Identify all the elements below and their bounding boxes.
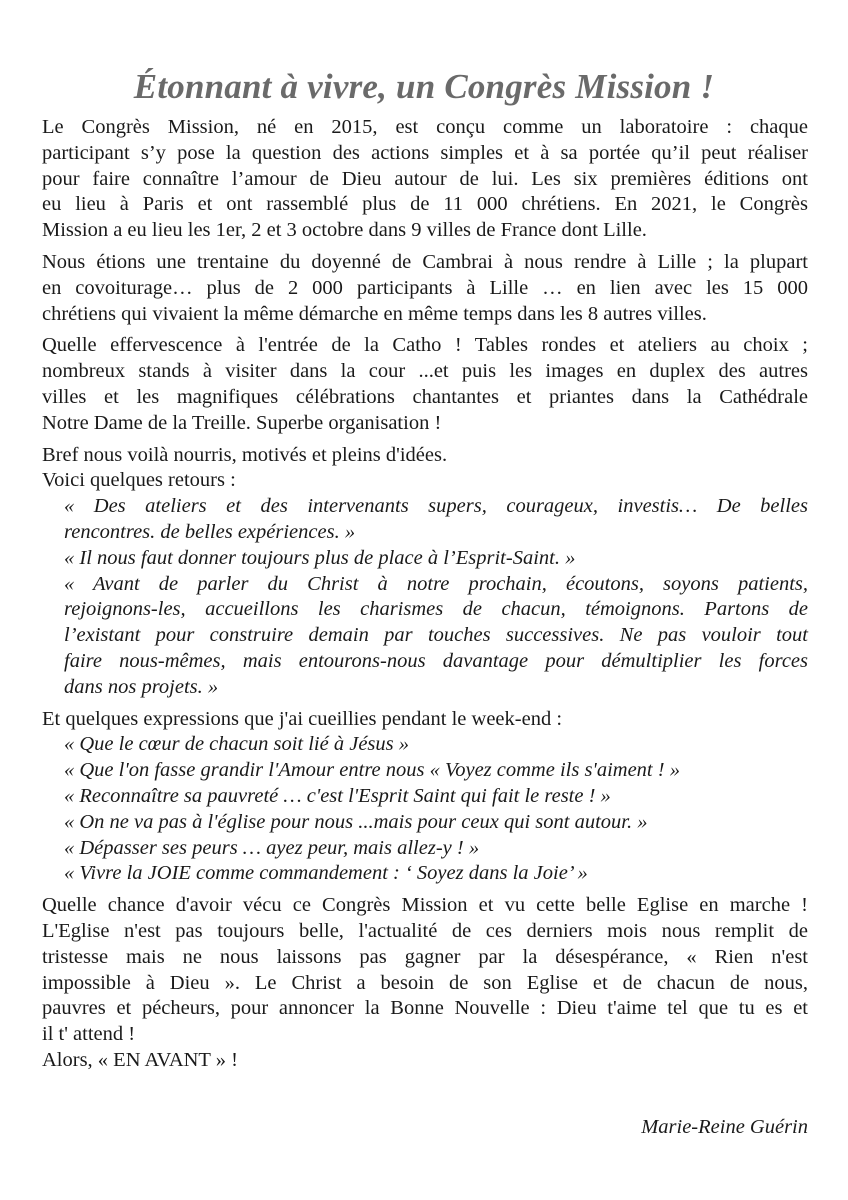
author-signature: Marie-Reine Guérin (641, 1116, 808, 1138)
expression-list (42, 732, 808, 887)
feedback-quote (64, 546, 808, 572)
paragraph-expressions-intro (42, 707, 808, 733)
expression-item: « Que le cœur de chacun soit lié à Jésus » (64, 733, 410, 756)
paragraph-retours (42, 443, 808, 495)
text-line: participant s’y pose la question des actions simples et à sa portée qu’il peut réaliser (42, 141, 808, 164)
quote-line: rencontres. de belles expériences. » (64, 520, 356, 543)
text-line: Notre Dame de la Treille. Superbe organisation ! (42, 411, 442, 434)
expression-item: « Dépasser ses peurs … ayez peur, mais allez-y ! » (64, 836, 480, 859)
text-line: pauvres et pécheurs, pour annoncer la Bonne Nouvelle : Dieu t'aime tel que tu es et (42, 997, 808, 1020)
text-line: Bref nous voilà nourris, motivés et pleins d'idées. (42, 443, 448, 466)
article-body (42, 115, 808, 1074)
quote-line: « Des ateliers et des intervenants supers, courageux, investis… De belles (64, 495, 808, 518)
text-line: en covoiturage… plus de 2 000 participants à Lille … en lien avec les 15 000 (42, 276, 808, 299)
quote-line: dans nos projets. » (64, 675, 219, 698)
quote-line: « Avant de parler du Christ à notre prochain, écoutons, soyons patients, (64, 572, 808, 595)
text-line: Voici quelques retours : (42, 469, 236, 492)
paragraph-intro (42, 115, 808, 244)
page-title: Étonnant à vivre, un Congrès Mission ! (133, 67, 715, 107)
quote-line: rejoignons-les, accueillons les charismes de chacun, témoignons. Partons de (64, 598, 808, 621)
quote-line: l’existant pour construire demain par touches successives. Ne pas vouloir tout (64, 624, 808, 647)
text-line: Et quelques expressions que j'ai cueillies pendant le week-end : (42, 707, 563, 730)
feedback-quote (64, 572, 808, 701)
paragraph-cambrai (42, 250, 808, 327)
closing-line: Alors, « EN AVANT » ! (42, 1048, 238, 1071)
text-line: villes et les magnifiques célébrations chantantes et priantes dans la Cathédrale (42, 385, 808, 408)
text-line: impossible à Dieu ». Le Christ a besoin de son Eglise et de chacun de nous, (42, 971, 808, 994)
expression-item: « Que l'on fasse grandir l'Amour entre nous « Voyez comme ils s'aiment ! » (64, 759, 680, 782)
paragraph-catho (42, 333, 808, 436)
quote-line: « Il nous faut donner toujours plus de place à l’Esprit-Saint. » (64, 546, 576, 569)
text-line: nombreux stands à visiter dans la cour ...et puis les images en duplex des autres (42, 360, 808, 383)
text-line: Quelle effervescence à l'entrée de la Catho ! Tables rondes et ateliers au choix ; (42, 334, 808, 357)
text-line: Mission a eu lieu les 1er, 2 et 3 octobre dans 9 villes de France dont Lille. (42, 219, 647, 242)
feedback-quotes (42, 494, 808, 700)
text-line: tristesse mais ne nous laissons pas gagner par la désespérance, « Rien n'est (42, 945, 808, 968)
paragraph-conclusion (42, 893, 808, 1074)
expression-item: « On ne va pas à l'église pour nous ...mais pour ceux qui sont autour. » (64, 810, 648, 833)
text-line: eu lieu à Paris et ont rassemblé plus de 11 000 chrétiens. En 2021, le Congrès (42, 193, 808, 216)
text-line: Quelle chance d'avoir vécu ce Congrès Mission et vu cette belle Eglise en marche ! (42, 894, 808, 917)
text-line: Nous étions une trentaine du doyenné de Cambrai à nous rendre à Lille ; la plupart (42, 250, 808, 273)
text-line: chrétiens qui vivaient la même démarche en même temps dans les 8 autres villes. (42, 302, 707, 325)
feedback-quote (64, 494, 808, 546)
text-line: Le Congrès Mission, né en 2015, est conçu comme un laboratoire : chaque (42, 116, 808, 138)
text-line: il t' attend ! (42, 1023, 136, 1046)
text-line: L'Eglise n'est pas toujours belle, l'actualité de ces derniers mois nous remplit de (42, 919, 808, 942)
expression-item: « Vivre la JOIE comme commandement : ‘ Soyez dans la Joie’ » (64, 862, 588, 885)
quote-line: faire nous-mêmes, mais entourons-nous davantage pour démultiplier les forces (64, 649, 808, 672)
expression-item: « Reconnaître sa pauvreté … c'est l'Esprit Saint qui fait le reste ! » (64, 784, 611, 807)
text-line: pour faire connaître l’amour de Dieu autour de lui. Les six premières éditions ont (42, 167, 808, 190)
